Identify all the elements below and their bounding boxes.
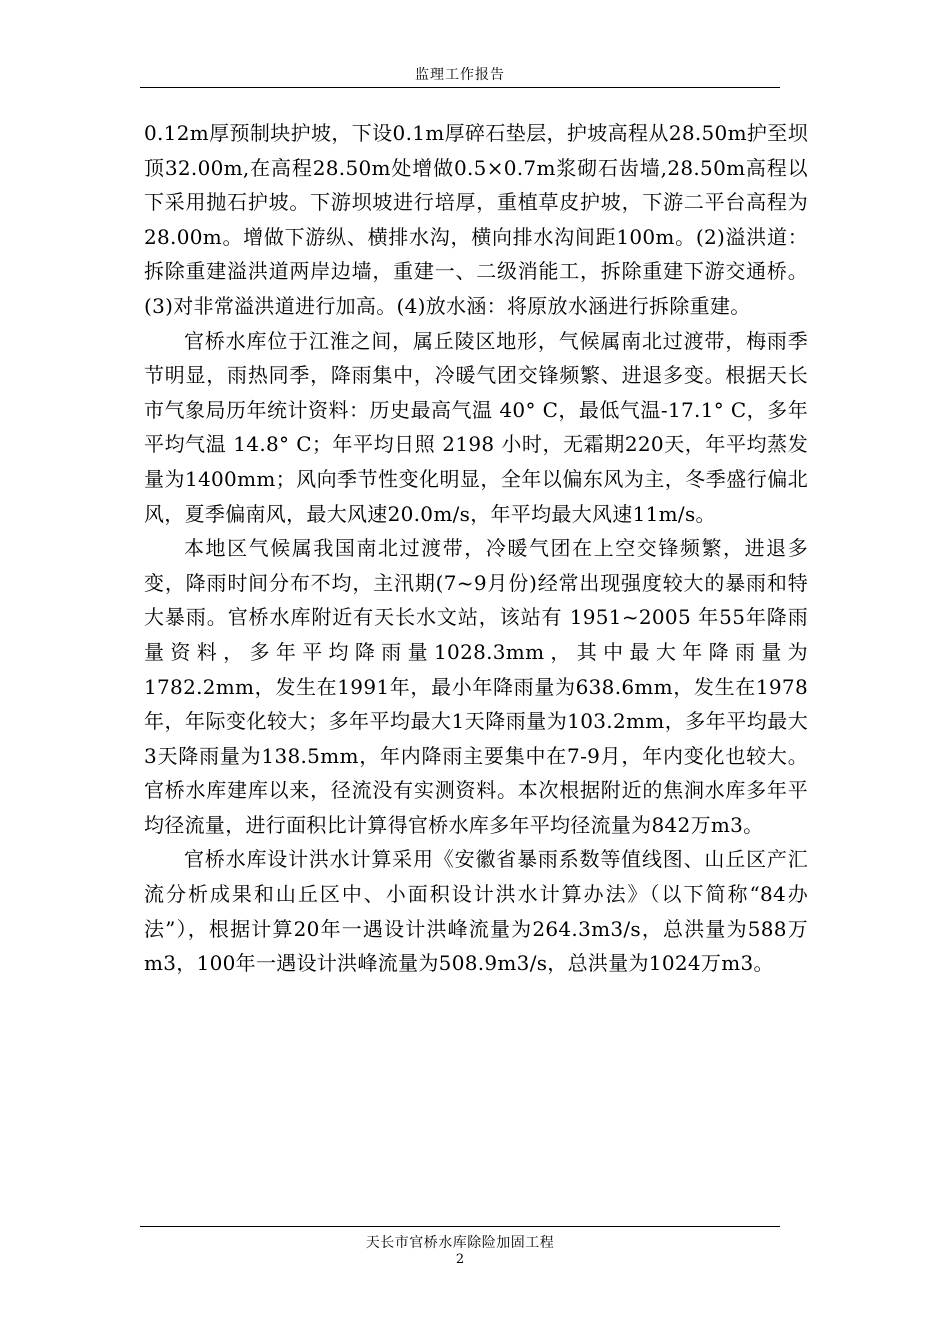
paragraph-continuation: 0.12m厚预制块护坡，下设0.1m厚碎石垫层，护坡高程从28.50m护至坝顶32.00m,在高程28.50m处增做0.5×0.7m浆砌石齿墙,28.50m高程以下采用抛石护坡。下游坝坡进行培厚，重植草皮护坡，下游二平台高程为28.00m。增做下游纵、横排水沟，横向排水沟间距100m。(2)溢洪道：拆除重建溢洪道两岸边墙，重建一、二级消能工，拆除重建下游交通桥。(3)对非常溢洪道进行加高。(4)放水涵：将原放水涵进行拆除重建。 [144,121,808,318]
header-divider [140,87,780,88]
page-number: 2 [455,1252,465,1267]
paragraph-climate: 官桥水库位于江淮之间，属丘陵区地形，气候属南北过渡带，梅雨季节明显，雨热同季，降雨集中，冷暖气团交锋频繁、进退多变。根据天长市气象局历年统计资料：历史最高气温 40° C，最低气温-17.1° C，多年平均气温 14.8° C；年平均日照 2198 小时，无霜期220天，年平均蒸发量为1400mm；风向季节性变化明显，全年以偏东风为主，冬季盛行偏北风，夏季偏南风，最大风速20.0m/s，年平均最大风速11m/s。 [144,328,808,526]
page-footer-title: 天长市官桥水库除险加固工程 [365,1235,555,1251]
page-header-title: 监理工作报告 [415,67,505,83]
footer-divider [140,1226,780,1227]
body-content [144,116,808,981]
paragraph-flood-design: 官桥水库设计洪水计算采用《安徽省暴雨系数等值线图、山丘区产汇流分析成果和山丘区中、小面积设计洪水计算办法》（以下简称“84办法”），根据计算20年一遇设计洪峰流量为264.3m3/s，总洪量为588万m3，100年一遇设计洪峰流量为508.9m3/s，总洪量为1024万m3。 [144,847,808,976]
paragraph-rainfall: 本地区气候属我国南北过渡带，冷暖气团在上空交锋频繁，进退多变，降雨时间分布不均，主汛期(7~9月份)经常出现强度较大的暴雨和特大暴雨。官桥水库附近有天长水文站，该站有 1951~2005 年55年降雨量资料，多年平均降雨量1028.3mm，其中最大年降雨量为1782.2mm，发生在1991年，最小年降雨量为638.6mm，发生在1978年，年际变化较大；多年平均最大1天降雨量为103.2mm，多年平均最大3天降雨量为138.5mm，年内降雨主要集中在7-9月，年内变化也较大。官桥水库建库以来，径流没有实测资料。本次根据附近的焦涧水库多年平均径流量，进行面积比计算得官桥水库多年平均径流量为842万m3。 [144,536,808,837]
